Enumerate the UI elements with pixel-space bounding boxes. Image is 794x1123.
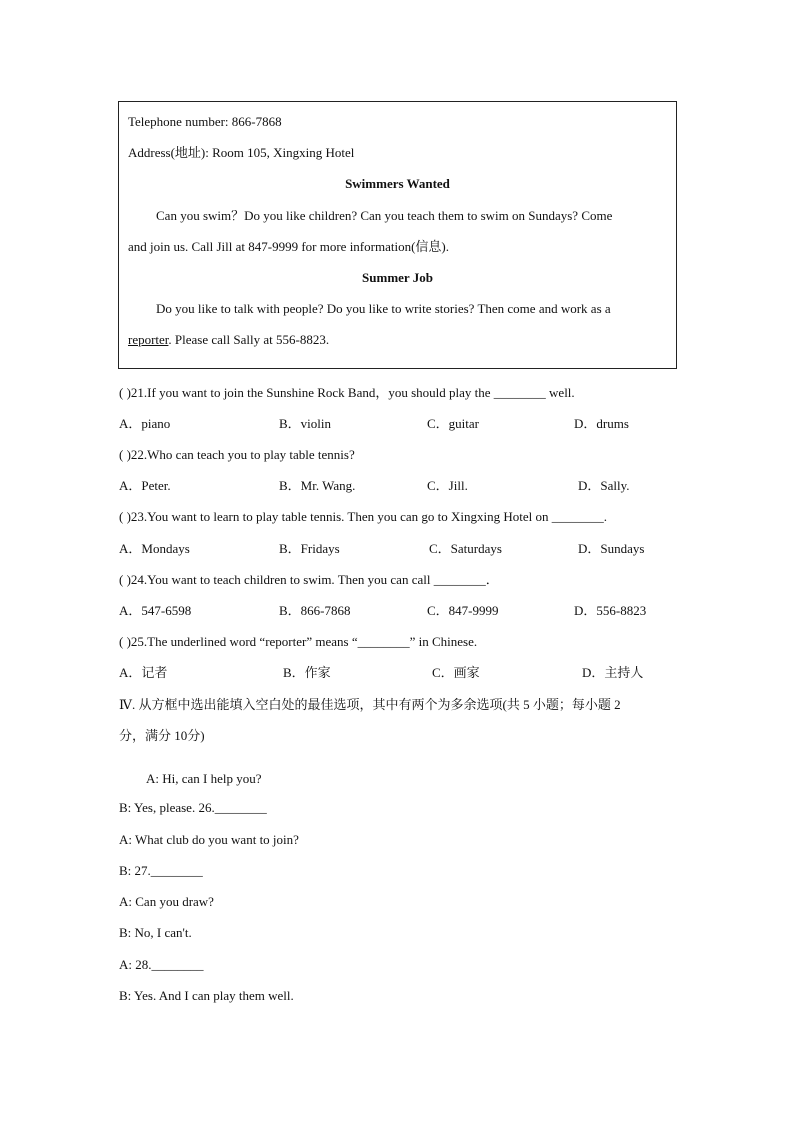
question-22-option-b[interactable]: B．Mr. Wang. (279, 478, 356, 493)
underlined-word-reporter: reporter (128, 332, 169, 347)
question-22-option-c[interactable]: C．Jill. (427, 478, 468, 493)
question-24-option-c[interactable]: C．847-9999 (427, 603, 499, 618)
question-21-option-d[interactable]: D．drums (574, 416, 629, 431)
question-23-option-c[interactable]: C．Saturdays (429, 541, 502, 556)
question-23-option-d[interactable]: D．Sundays (578, 541, 645, 556)
question-21-option-b[interactable]: B．violin (279, 416, 332, 431)
ad-swim-line-1: Can you swim？Do you like children? Can you teach them to swim on Sundays? Come (156, 208, 613, 223)
dialogue-line-7: A: 28.________ (119, 957, 204, 972)
question-24-option-d[interactable]: D．556-8823 (574, 603, 647, 618)
question-22-option-a[interactable]: A．Peter. (119, 478, 171, 493)
ad-job-line-1: Do you like to talk with people? Do you like to write stories? Then come and work as a (156, 301, 611, 316)
question-21-option-c[interactable]: C．guitar (427, 416, 479, 431)
advertisement-box (118, 101, 677, 369)
ad-job-title: Summer Job (362, 270, 433, 285)
ad-address: Address(地址): Room 105, Xingxing Hotel (128, 145, 355, 160)
dialogue-line-8: B: Yes. And I can play them well. (119, 988, 294, 1003)
dialogue-line-3: A: What club do you want to join? (119, 832, 299, 847)
question-22-stem: ( )22.Who can teach you to play table tennis? (119, 447, 355, 462)
question-23-option-a[interactable]: A．Mondays (119, 541, 190, 556)
question-25-stem: ( )25.The underlined word “reporter” means “________” in Chinese. (119, 634, 478, 649)
dialogue-line-5: A: Can you draw? (119, 894, 214, 909)
ad-swim-title: Swimmers Wanted (345, 176, 450, 191)
question-21-option-a[interactable]: A．piano (119, 416, 171, 431)
dialogue-line-4: B: 27.________ (119, 863, 203, 878)
ad-job-line-2-rest: . Please call Sally at 556-8823. (168, 332, 330, 347)
question-24-option-a[interactable]: A．547-6598 (119, 603, 192, 618)
dialogue-line-1: A: Hi, can I help you? (146, 771, 262, 786)
question-23-option-b[interactable]: B．Fridays (279, 541, 340, 556)
question-24-option-b[interactable]: B．866-7868 (279, 603, 351, 618)
section-4-heading-line-2: 分，满分 10分) (119, 728, 205, 743)
question-25-option-c[interactable]: C．画家 (432, 665, 480, 680)
ad-swim-line-2: and join us. Call Jill at 847-9999 for more information(信息). (128, 239, 449, 254)
ad-job-line-2 (128, 332, 329, 348)
question-25-option-d[interactable]: D．主持人 (582, 665, 644, 680)
question-23-stem: ( )23.You want to learn to play table tennis. Then you can go to Xingxing Hotel on ________. (119, 509, 608, 524)
section-4-heading-line-1: Ⅳ. 从方框中选出能填入空白处的最佳选项，其中有两个为多余选项(共 5 小题；每小题 2 (119, 697, 621, 712)
dialogue-line-6: B: No, I can't. (119, 925, 192, 940)
question-21-stem: ( )21.If you want to join the Sunshine Rock Band，you should play the ________ well. (119, 385, 575, 400)
question-25-option-b[interactable]: B．作家 (283, 665, 331, 680)
question-24-stem: ( )24.You want to teach children to swim. Then you can call ________． (119, 572, 499, 587)
question-22-option-d[interactable]: D．Sally. (578, 478, 630, 493)
ad-phone: Telephone number: 866-7868 (128, 114, 282, 129)
dialogue-line-2: B: Yes, please. 26.________ (119, 800, 267, 815)
question-25-option-a[interactable]: A．记者 (119, 665, 168, 680)
